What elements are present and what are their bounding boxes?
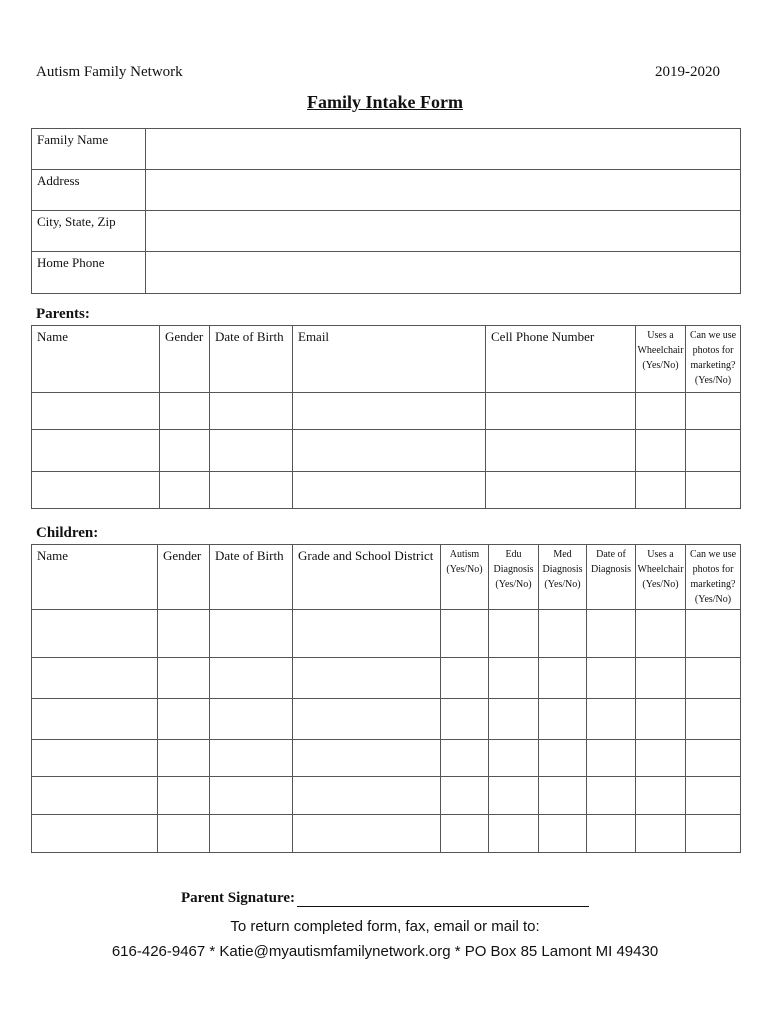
child-photos-cell[interactable]	[686, 777, 741, 815]
child-row	[32, 658, 741, 699]
child-date-diagnosis-cell[interactable]	[587, 777, 636, 815]
children-col-photos: Can we use photos for marketing? (Yes/No)	[686, 545, 741, 610]
child-name-cell[interactable]	[32, 610, 158, 658]
child-photos-cell[interactable]	[686, 610, 741, 658]
parent-email-cell[interactable]	[293, 430, 486, 472]
child-edu-cell[interactable]	[489, 777, 539, 815]
city-state-zip-label: City, State, Zip	[32, 211, 146, 252]
parents-col-gender: Gender	[160, 326, 210, 393]
address-field[interactable]	[146, 170, 741, 211]
city-state-zip-row	[32, 211, 741, 252]
signature-line[interactable]	[297, 892, 589, 907]
child-wheelchair-cell[interactable]	[636, 610, 686, 658]
child-dob-cell[interactable]	[210, 740, 293, 777]
child-date-diagnosis-cell[interactable]	[587, 699, 636, 740]
child-dob-cell[interactable]	[210, 658, 293, 699]
child-med-cell[interactable]	[539, 610, 587, 658]
children-col-name: Name	[32, 545, 158, 610]
child-school-cell[interactable]	[293, 777, 441, 815]
parent-email-cell[interactable]	[293, 393, 486, 430]
parent-photos-cell[interactable]	[686, 430, 741, 472]
child-row	[32, 699, 741, 740]
parents-header-row	[32, 326, 741, 393]
parent-email-cell[interactable]	[293, 472, 486, 509]
child-wheelchair-cell[interactable]	[636, 740, 686, 777]
child-row	[32, 777, 741, 815]
child-photos-cell[interactable]	[686, 699, 741, 740]
child-name-cell[interactable]	[32, 740, 158, 777]
child-name-cell[interactable]	[32, 658, 158, 699]
child-edu-cell[interactable]	[489, 699, 539, 740]
parents-col-email: Email	[293, 326, 486, 393]
parents-col-photos: Can we use photos for marketing? (Yes/No)	[686, 326, 741, 393]
organization-name: Autism Family Network	[36, 64, 183, 80]
child-edu-cell[interactable]	[489, 610, 539, 658]
home-phone-field[interactable]	[146, 252, 741, 294]
child-gender-cell[interactable]	[158, 777, 210, 815]
child-med-cell[interactable]	[539, 777, 587, 815]
children-col-med-diagnosis: Med Diagnosis (Yes/No)	[539, 545, 587, 610]
family-name-label: Family Name	[32, 129, 146, 170]
parents-col-name: Name	[32, 326, 160, 393]
child-wheelchair-cell[interactable]	[636, 658, 686, 699]
child-name-cell[interactable]	[32, 777, 158, 815]
child-gender-cell[interactable]	[158, 610, 210, 658]
home-phone-label: Home Phone	[32, 252, 146, 294]
child-school-cell[interactable]	[293, 658, 441, 699]
parents-col-wheelchair: Uses a Wheelchair (Yes/No)	[636, 326, 686, 393]
parent-row	[32, 393, 741, 430]
child-med-cell[interactable]	[539, 699, 587, 740]
address-row	[32, 170, 741, 211]
child-dob-cell[interactable]	[210, 777, 293, 815]
parents-col-dob: Date of Birth	[210, 326, 293, 393]
parent-photos-cell[interactable]	[686, 472, 741, 509]
parent-wheelchair-cell[interactable]	[636, 430, 686, 472]
child-autism-cell[interactable]	[441, 777, 489, 815]
address-label: Address	[32, 170, 146, 211]
parent-name-cell[interactable]	[32, 472, 160, 509]
parent-row	[32, 472, 741, 509]
family-name-row	[32, 129, 741, 170]
child-school-cell[interactable]	[293, 740, 441, 777]
child-school-cell[interactable]	[293, 699, 441, 740]
child-autism-cell[interactable]	[441, 699, 489, 740]
parent-dob-cell[interactable]	[210, 430, 293, 472]
parent-cell-phone-cell[interactable]	[486, 430, 636, 472]
child-edu-cell[interactable]	[489, 740, 539, 777]
parent-gender-cell[interactable]	[160, 393, 210, 430]
child-date-diagnosis-cell[interactable]	[587, 610, 636, 658]
parent-gender-cell[interactable]	[160, 430, 210, 472]
child-dob-cell[interactable]	[210, 610, 293, 658]
child-school-cell[interactable]	[293, 815, 441, 853]
child-wheelchair-cell[interactable]	[636, 815, 686, 853]
parent-wheelchair-cell[interactable]	[636, 472, 686, 509]
child-autism-cell[interactable]	[441, 610, 489, 658]
children-col-grade-school: Grade and School District	[293, 545, 441, 610]
children-col-gender: Gender	[158, 545, 210, 610]
child-photos-cell[interactable]	[686, 740, 741, 777]
child-autism-cell[interactable]	[441, 658, 489, 699]
parents-col-cell-phone: Cell Phone Number	[486, 326, 636, 393]
child-name-cell[interactable]	[32, 699, 158, 740]
child-row	[32, 815, 741, 853]
child-gender-cell[interactable]	[158, 815, 210, 853]
child-photos-cell[interactable]	[686, 815, 741, 853]
parent-dob-cell[interactable]	[210, 393, 293, 430]
child-edu-cell[interactable]	[489, 658, 539, 699]
family-info-table	[31, 128, 741, 294]
children-table	[31, 544, 741, 853]
child-dob-cell[interactable]	[210, 699, 293, 740]
parent-gender-cell[interactable]	[160, 472, 210, 509]
child-wheelchair-cell[interactable]	[636, 777, 686, 815]
child-gender-cell[interactable]	[158, 699, 210, 740]
children-col-dob: Date of Birth	[210, 545, 293, 610]
child-name-cell[interactable]	[32, 815, 158, 853]
child-autism-cell[interactable]	[441, 815, 489, 853]
child-dob-cell[interactable]	[210, 815, 293, 853]
child-wheelchair-cell[interactable]	[636, 699, 686, 740]
parent-row	[32, 430, 741, 472]
form-year: 2019-2020	[655, 64, 720, 80]
parent-name-cell[interactable]	[32, 393, 160, 430]
child-school-cell[interactable]	[293, 610, 441, 658]
signature-label: Parent Signature:	[180, 890, 296, 906]
children-header-row	[32, 545, 741, 610]
child-med-cell[interactable]	[539, 815, 587, 853]
parents-table	[31, 325, 741, 509]
child-edu-cell[interactable]	[489, 815, 539, 853]
children-heading: Children:	[36, 525, 99, 541]
parent-dob-cell[interactable]	[210, 472, 293, 509]
children-col-edu-diagnosis: Edu Diagnosis (Yes/No)	[489, 545, 539, 610]
parent-cell-phone-cell[interactable]	[486, 393, 636, 430]
child-date-diagnosis-cell[interactable]	[587, 658, 636, 699]
children-col-autism: Autism (Yes/No)	[441, 545, 489, 610]
child-autism-cell[interactable]	[441, 740, 489, 777]
contact-info: 616-426-9467 * Katie@myautismfamilynetwork.org * PO Box 85 Lamont MI 49430	[111, 943, 659, 960]
child-row	[32, 610, 741, 658]
return-instructions: To return completed form, fax, email or mail to:	[230, 918, 540, 935]
parent-cell-phone-cell[interactable]	[486, 472, 636, 509]
child-date-diagnosis-cell[interactable]	[587, 815, 636, 853]
parent-photos-cell[interactable]	[686, 393, 741, 430]
children-col-date-diagnosis: Date of Diagnosis	[587, 545, 636, 610]
family-name-field[interactable]	[146, 129, 741, 170]
child-photos-cell[interactable]	[686, 658, 741, 699]
child-gender-cell[interactable]	[158, 740, 210, 777]
children-col-wheelchair: Uses a Wheelchair (Yes/No)	[636, 545, 686, 610]
city-state-zip-field[interactable]	[146, 211, 741, 252]
parent-name-cell[interactable]	[32, 430, 160, 472]
signature-block	[0, 890, 770, 907]
child-date-diagnosis-cell[interactable]	[587, 740, 636, 777]
child-med-cell[interactable]	[539, 658, 587, 699]
child-med-cell[interactable]	[539, 740, 587, 777]
form-title: Family Intake Form	[307, 92, 463, 112]
child-gender-cell[interactable]	[158, 658, 210, 699]
child-row	[32, 740, 741, 777]
home-phone-row	[32, 252, 741, 294]
parents-heading: Parents:	[36, 306, 90, 322]
parent-wheelchair-cell[interactable]	[636, 393, 686, 430]
